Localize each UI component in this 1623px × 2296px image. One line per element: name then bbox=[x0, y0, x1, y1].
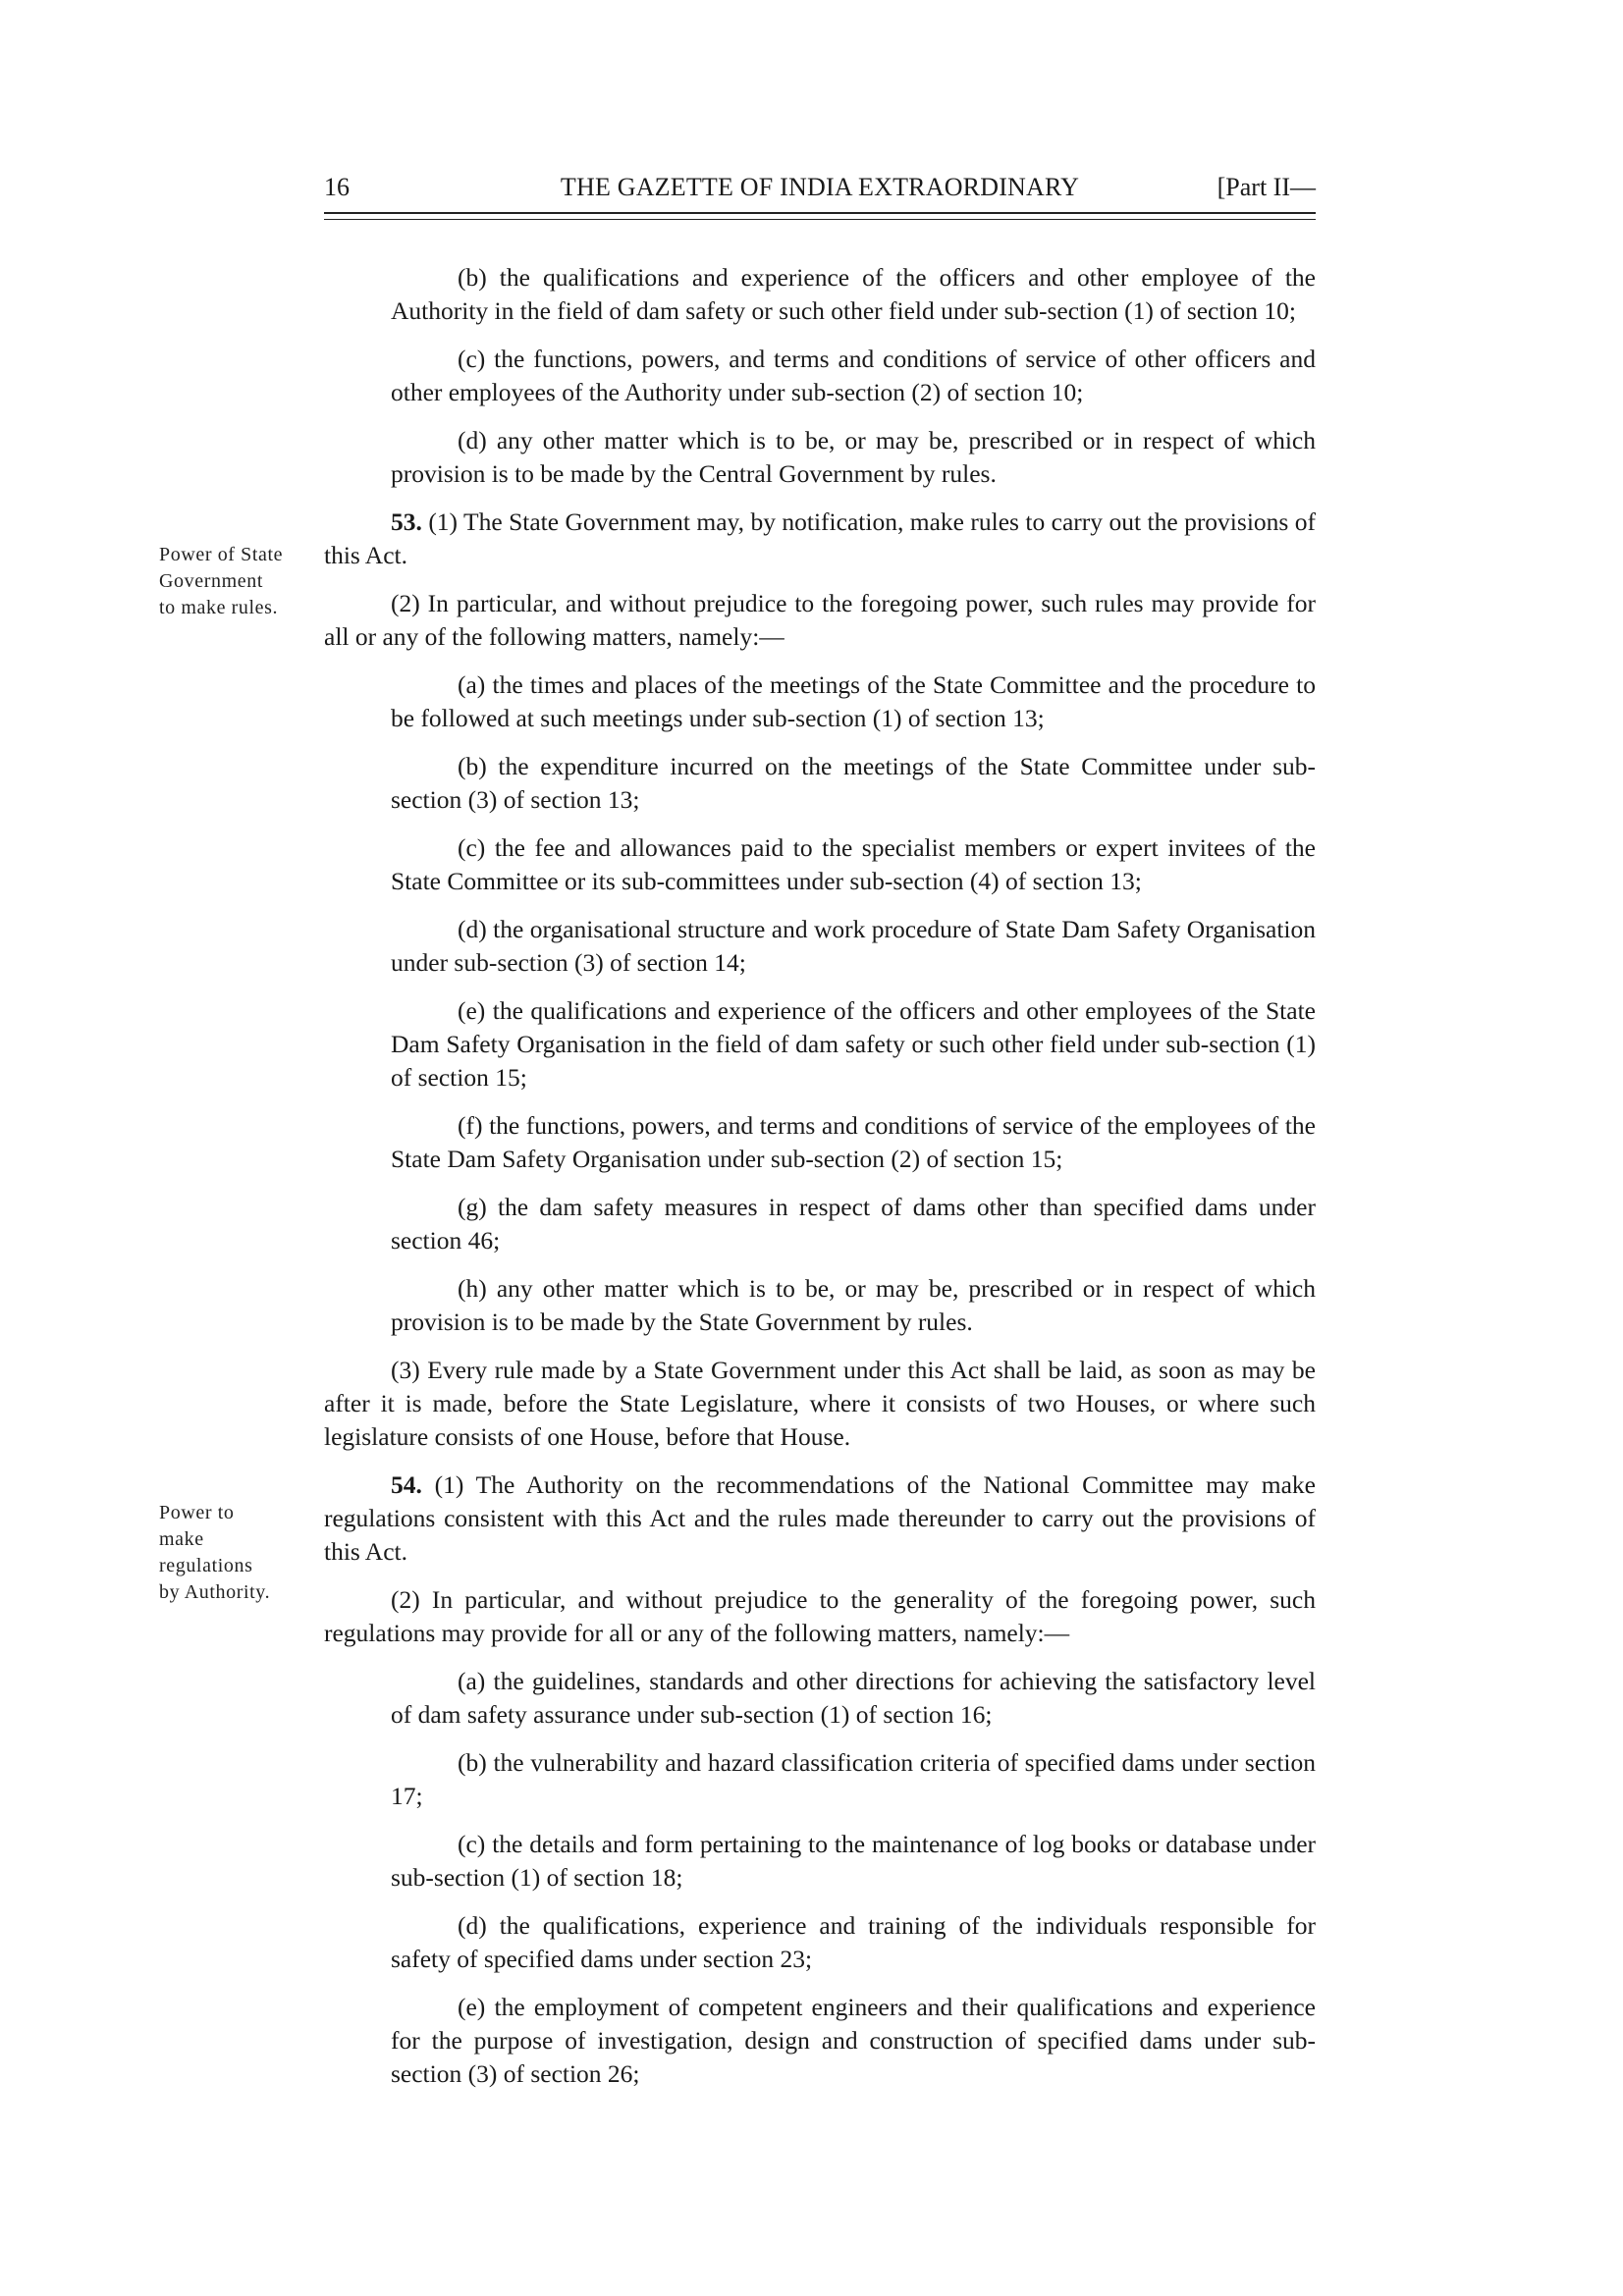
running-header bbox=[324, 173, 1316, 202]
header-rule bbox=[324, 212, 1316, 214]
clause-d: (d) any other matter which is to be, or may be, prescribed or in respect of which provision is to be made by the Central Government by rules. bbox=[391, 426, 1316, 488]
header-rule-thin bbox=[324, 219, 1316, 220]
margin-note-line: by Authority. bbox=[159, 1581, 271, 1603]
margin-note-section-53 bbox=[159, 542, 306, 621]
section-54-clause-e: (e) the employment of competent engineers and their qualifications and experience for the purpose of investigation, design and construction of specified dams under sub-section (3) of section 26; bbox=[391, 1993, 1316, 2088]
section-53-clause-h: (h) any other matter which is to be, or may be, prescribed or in respect of which provision is to be made by the State Government by rules. bbox=[391, 1274, 1316, 1336]
section-text: (1) The State Government may, by notification, make rules to carry out the provisions of this Act. bbox=[324, 507, 1316, 569]
section-54-clause-b: (b) the vulnerability and hazard classification criteria of specified dams under section 17; bbox=[391, 1748, 1316, 1810]
section-54-subsection-1 bbox=[324, 1468, 1316, 1569]
margin-note-line: Power of State bbox=[159, 544, 284, 565]
section-53-clause-e: (e) the qualifications and experience of the officers and other employees of the State Dam Safety Organisation in the field of dam safety or such other field under sub-section (1) of section 15; bbox=[391, 996, 1316, 1092]
section-54-subsection-2: (2) In particular, and without prejudice to the generality of the foregoing power, such regulations may provide for all or any of the following matters, namely:— bbox=[324, 1585, 1316, 1647]
section-53-clause-a: (a) the times and places of the meetings of the State Committee and the procedure to be followed at such meetings under sub-section (1) of section 13; bbox=[391, 670, 1316, 732]
margin-note-line: to make rules. bbox=[159, 597, 279, 618]
margin-note-line: make bbox=[159, 1528, 204, 1550]
part-label: [Part II— bbox=[1217, 173, 1316, 201]
gazette-title: THE GAZETTE OF INDIA EXTRAORDINARY bbox=[560, 173, 1080, 201]
section-54-clause-c: (c) the details and form pertaining to the maintenance of log books or database under sub-section (1) of section 18; bbox=[391, 1830, 1316, 1892]
section-text: (1) The Authority on the recommendations of the National Committee may make regulations consistent with this Act and the rules made thereunder to carry out the provisions of this Act. bbox=[324, 1470, 1317, 1566]
section-53-clause-c: (c) the fee and allowances paid to the specialist members or expert invitees of the State Committee or its sub-committees under sub-section (4) of section 13; bbox=[391, 833, 1316, 895]
section-53-subsection-2: (2) In particular, and without prejudice to the foregoing power, such rules may provide for all or any of the following matters, namely:— bbox=[324, 589, 1316, 651]
clause-c: (c) the functions, powers, and terms and conditions of service of other officers and other employees of the Authority under sub-section (2) of section 10; bbox=[391, 345, 1316, 406]
margin-note-line: Government bbox=[159, 570, 263, 592]
section-54-clause-d: (d) the qualifications, experience and training of the individuals responsible for safety of specified dams under section 23; bbox=[391, 1911, 1316, 1973]
section-number: 53. bbox=[391, 507, 422, 536]
section-53-clause-g: (g) the dam safety measures in respect of dams other than specified dams under section 46; bbox=[391, 1193, 1316, 1255]
section-53-clause-b: (b) the expenditure incurred on the meetings of the State Committee under sub-section (3) of section 13; bbox=[391, 752, 1316, 814]
document-body bbox=[324, 261, 1316, 2106]
margin-note-line: regulations bbox=[159, 1555, 253, 1576]
margin-note-section-54 bbox=[159, 1500, 306, 1606]
section-54-clause-a: (a) the guidelines, standards and other directions for achieving the satisfactory level of dam safety assurance under sub-section (1) of section 16; bbox=[391, 1667, 1316, 1729]
section-53-clause-f: (f) the functions, powers, and terms and conditions of service of the employees of the State Dam Safety Organisation under sub-section (2) of section 15; bbox=[391, 1111, 1316, 1173]
section-53-subsection-1 bbox=[324, 506, 1316, 572]
margin-note-line: Power to bbox=[159, 1502, 235, 1523]
clause-b: (b) the qualifications and experience of the officers and other employee of the Authority in the field of dam safety or such other field under sub-section (1) of section 10; bbox=[391, 263, 1316, 325]
section-number: 54. bbox=[391, 1470, 422, 1499]
section-53-subsection-3: (3) Every rule made by a State Government under this Act shall be laid, as soon as may be after it is made, before the State Legislature, where it consists of two Houses, or where such legislature consists of one House, before that House. bbox=[324, 1356, 1316, 1451]
section-53-clause-d: (d) the organisational structure and work procedure of State Dam Safety Organisation under sub-section (3) of section 14; bbox=[391, 915, 1316, 977]
page-number: 16 bbox=[324, 173, 350, 201]
